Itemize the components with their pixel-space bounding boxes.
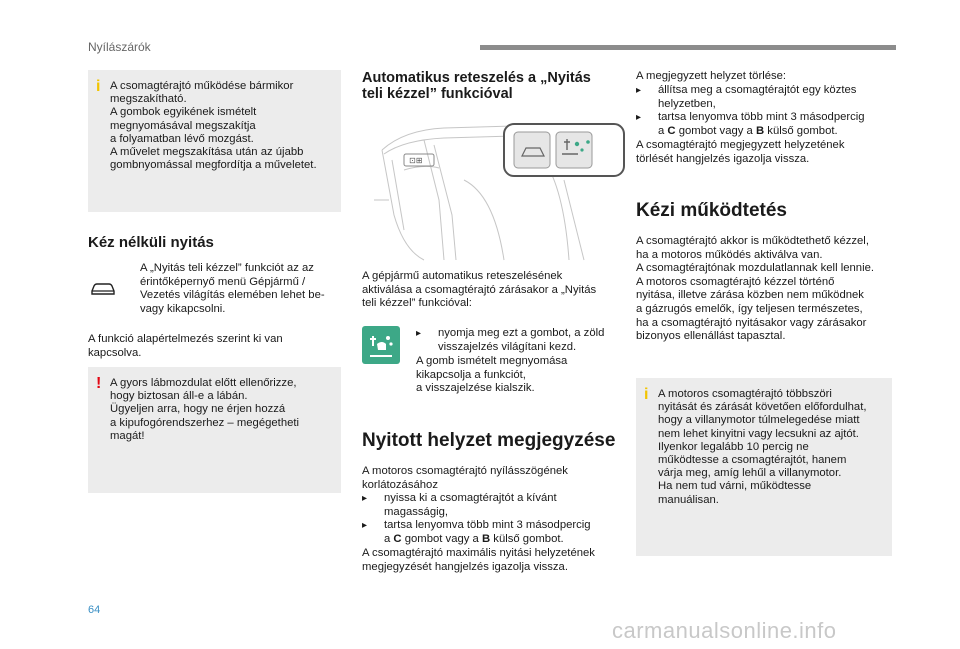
auto-lock-intro: A gépjármű automatikus reteszelésének aktiválása a csomagtérajtó zárásakor a „Nyitás teli kézzel” funkcióval:: [362, 270, 597, 310]
auto-lock-title: Automatikus reteszelés a „Nyitás teli kézzel” funkcióval: [362, 70, 591, 102]
info-icon: i: [96, 78, 101, 95]
delete-bullet-2-text: tartsa lenyomva több mint 3 másodpercig a: [658, 111, 865, 137]
bullet-arrow-icon: ▸: [362, 520, 368, 532]
memorize-intro: A motoros csomagtérajtó nyílásszögének korlátozásához: [362, 465, 568, 491]
auto-lock-button[interactable]: [362, 326, 400, 364]
memorize-list: [362, 492, 632, 546]
info-text: A csomagtérajtó működése bármikor megszakítható. A gombok egyikének ismételt megnyomásával megszakítja a folyamatban lévő mozgást. A művelet megszakítása után az újabb gombnyomással megfordítja a műveletet.: [110, 80, 317, 172]
tailgate-illustration: [364, 120, 629, 262]
list-item: [636, 111, 896, 138]
memorize-bullet-1: nyissa ki a csomagtérajtót a kívánt magasságig,: [384, 492, 557, 518]
hands-free-icon-text: A „Nyitás teli kézzel” funkciót az az érintőképernyő menü Gépjármű / Vezetés világítás elemében lehet be- vagy kikapcsolni.: [140, 262, 325, 315]
delete-outro: A csomagtérajtó megjegyzett helyzetének törlését hangjelzés igazolja vissza.: [636, 139, 845, 165]
key-c-label: C: [667, 124, 676, 137]
bullet-arrow-icon: ▸: [416, 328, 422, 339]
car-icon: [90, 280, 116, 296]
warning-icon: !: [96, 375, 102, 392]
key-b-label: B: [755, 124, 765, 137]
memorize-bullet-2-end: külső gombot.: [490, 532, 564, 545]
hands-free-title: Kéz nélküli nyitás: [88, 234, 214, 251]
memorize-bullet-2-text: tartsa lenyomva több mint 3 másodpercig a: [384, 519, 591, 545]
info-icon: i: [644, 386, 649, 403]
info-box-overheat: [636, 378, 892, 556]
lock-hand-icon: [362, 326, 400, 364]
auto-lock-bullet-text: nyomja meg ezt a gombot, a zöld visszajelzés világítani kezd.: [438, 327, 605, 353]
auto-lock-after: A gomb ismételt megnyomása kikapcsolja a funkciót, a visszajelzése kialszik.: [416, 355, 568, 395]
watermark: carmanualsonline.info: [612, 618, 837, 643]
bullet-arrow-icon: ▸: [636, 85, 642, 96]
memorize-outro: A csomagtérajtó maximális nyitási helyzetének megjegyzését hangjelzés igazolja vissza.: [362, 547, 595, 573]
svg-text:⊡⊞: ⊡⊞: [409, 156, 423, 165]
memorize-title: Nyitott helyzet megjegyzése: [362, 430, 616, 451]
list-item: [362, 492, 632, 519]
section-title: Nyílászárók: [88, 40, 151, 54]
list-item: [636, 84, 896, 111]
list-item: [362, 519, 632, 546]
memorize-bullet-2-mid: gombot vagy a: [401, 532, 482, 545]
manual-title: Kézi működtetés: [636, 200, 787, 221]
list-item: [416, 327, 636, 354]
page-number: 64: [88, 604, 101, 616]
key-c-label: C: [393, 532, 402, 545]
auto-lock-bullet-list: [416, 327, 636, 354]
warning-text: A gyors lábmozdulat előtt ellenőrizze, hogy biztosan áll-e a lábán. Ügyeljen arra, hogy ne érjen hozzá a kipufogórendszerhez – megégetheti magát!: [110, 377, 300, 442]
delete-list: [636, 84, 896, 138]
warning-box: [88, 367, 341, 493]
delete-bullet-1: állítsa meg a csomagtérajtót egy köztes helyzetben,: [658, 84, 857, 110]
delete-bullet-2-mid: gombot vagy a: [675, 124, 756, 137]
header-bar: [480, 45, 896, 50]
hands-free-default-text: A funkció alapértelmezés szerint ki van kapcsolva.: [88, 333, 283, 359]
bullet-arrow-icon: ▸: [636, 112, 642, 124]
info-text: A motoros csomagtérajtó többszöri nyitását és zárását követően előfordulhat, hogy a villanymotor túlmelegedése miatt nem lehet kinyitni vagy lecsukni az ajtót. Ilyenkor legalább 10 percig ne működtesse a csomagtérajtót, hanem várja meg, amíg lehűl a villanymotor. Ha nem tud várni, működtesse manuálisan.: [658, 388, 867, 506]
manual-text: A csomagtérajtó akkor is működtethető kézzel, ha a motoros működés aktiválva van. A csomagtérajtónak mozdulatlannak kell lennie. A motoros csomagtérajtó kézzel történő nyitása, illetve zárása közben nem működnek a gázrugós emelők, így teljesen természetes, ha a csomagtérajtó nyitásakor vagy zárásakor bizonyos ellenállást tapasztal.: [636, 235, 875, 343]
key-b-label: B: [481, 532, 491, 545]
bullet-arrow-icon: ▸: [362, 493, 368, 504]
delete-bullet-2-end: külső gombot.: [764, 124, 838, 137]
info-box-interrupt: [88, 70, 341, 212]
delete-intro: A megjegyzett helyzet törlése:: [636, 70, 787, 82]
